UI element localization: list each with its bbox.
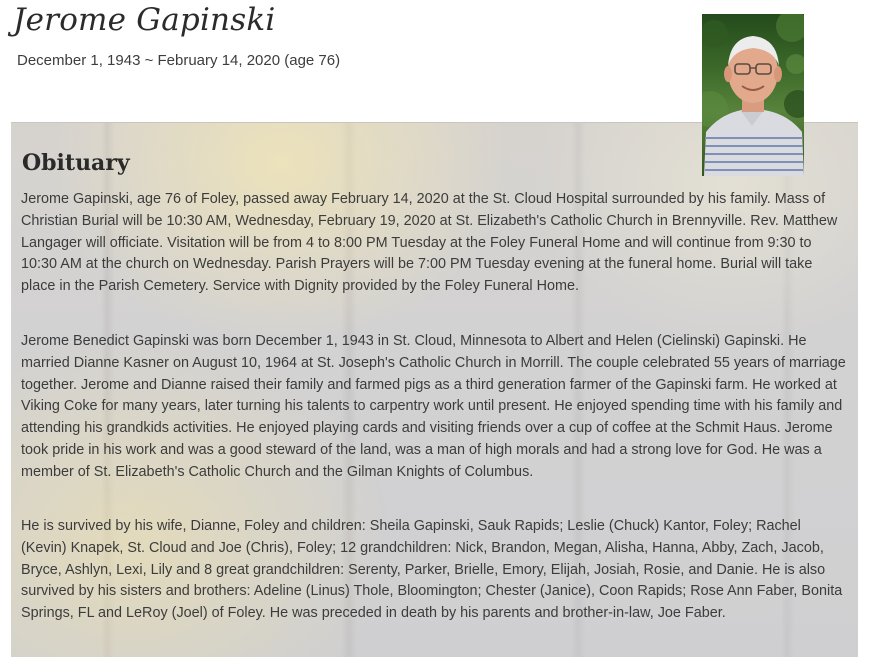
portrait-photo	[702, 14, 804, 176]
obituary-paragraph-2: Jerome Benedict Gapinski was born December 1, 1943 in St. Cloud, Minnesota to Albert and Helen (Cielinski) Gapinski. He married Dianne Kasner on August 10, 1964 at St. Joseph's Catholic Church in Morrill. The couple celebrated 55 years of marriage together. Jerome and Dianne raised their family and farmed pigs as a third generation farmer of the Gapinski farm. He worked at Viking Coke for many years, later turning his talents to carpentry work until present. He enjoyed spending time with his family and attending his grandkids activities. He enjoyed playing cards and visiting friends over a cup of coffee at the Schmit Haus. Jerome took pride in his work and was a good steward of the land, was a man of high morals and had a strong love for God. He was a member of St. Elizabeth's Catholic Church and the Gilman Knights of Columbus.	[21, 333, 846, 480]
obituary-paragraph-1: Jerome Gapinski, age 76 of Foley, passed away February 14, 2020 at the St. Cloud Hospital surrounded by his family. Mass of Christian Burial will be 10:30 AM, Wednesday, February 19, 2020 at St. Elizabeth's Catholic Church in Brennyville. Rev. Matthew Langager will officiate. Visitation will be from 4 to 8:00 PM Tuesday at the Foley Funeral Home and will continue from 9:30 to 10:30 AM at the church on Wednesday. Parish Prayers will be 7:00 PM Tuesday evening at the funeral home. Burial will take place in the Parish Cemetery. Service with Dignity provided by the Foley Funeral Home.	[21, 191, 838, 295]
obituary-panel	[11, 122, 858, 657]
deceased-name: Jerome Gapinski	[13, 2, 276, 38]
obituary-paragraph-3: He is survived by his wife, Dianne, Foley and children: Sheila Gapinski, Sauk Rapids; Leslie (Chuck) Kantor, Foley; Rachel (Kevin) Knapek, St. Cloud and Joe (Chris), Foley; 12 grandchildren: Nick, Brandon, Megan, Alisha, Hanna, Abby, Zach, Jacob, Bryce, Ashlyn, Lexi, Lily and 8 great grandchildren: Serenty, Parker, Brielle, Emory, Elijah, Josiah, Rosie, and Danie. He is also survived by his sisters and brothers: Adeline (Linus) Thole, Bloomington; Chester (Janice), Coon Rapids; Rose Ann Faber, Bonita Springs, FL and LeRoy (Joel) of Foley. He was preceded in death by his parents and brother-in-law, Joe Faber.	[21, 518, 843, 622]
obituary-heading: Obituary	[22, 150, 130, 176]
life-dates: December 1, 1943 ~ February 14, 2020 (age 76)	[17, 52, 341, 69]
portrait-icon	[702, 14, 804, 176]
